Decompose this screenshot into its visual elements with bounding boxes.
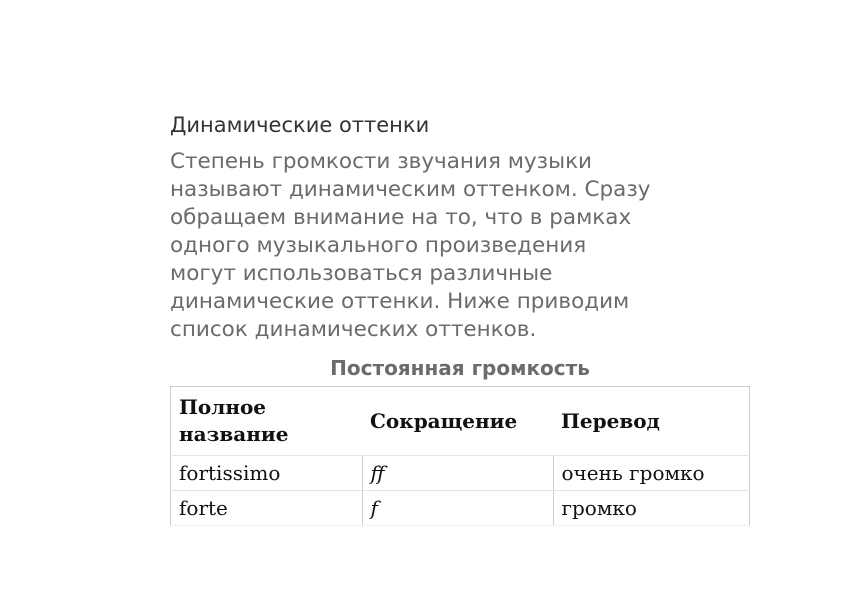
dynamics-table: [170, 386, 750, 526]
table-header-row: [171, 387, 750, 456]
cell-abbreviation: f: [362, 491, 553, 526]
header-translation: Перевод: [553, 387, 750, 456]
slide-body-text: [170, 148, 730, 344]
cell-translation: очень громко: [553, 456, 750, 491]
cell-full-name: forte: [171, 491, 363, 526]
table-row: [171, 456, 750, 491]
body-line: могут использоваться различные: [170, 261, 553, 286]
table-caption: Постоянная громкость: [330, 356, 590, 380]
cell-abbreviation: ff: [362, 456, 553, 491]
cell-translation: громко: [553, 491, 750, 526]
body-line: обращаем внимание на то, что в рамках: [170, 205, 632, 230]
table-row: [171, 491, 750, 526]
body-line: Степень громкости звучания музыки: [170, 149, 593, 174]
body-line: список динамических оттенков.: [170, 317, 537, 342]
body-line: называют динамическим оттенком. Сразу: [170, 177, 651, 202]
header-abbreviation: Сокращение: [362, 387, 553, 456]
cell-full-name: fortissimo: [171, 456, 363, 491]
body-line: одного музыкального произведения: [170, 233, 587, 258]
body-line: динамические оттенки. Ниже приводим: [170, 289, 630, 314]
header-full-name: Полное название: [171, 387, 363, 456]
slide-title: Динамические оттенки: [170, 113, 430, 137]
